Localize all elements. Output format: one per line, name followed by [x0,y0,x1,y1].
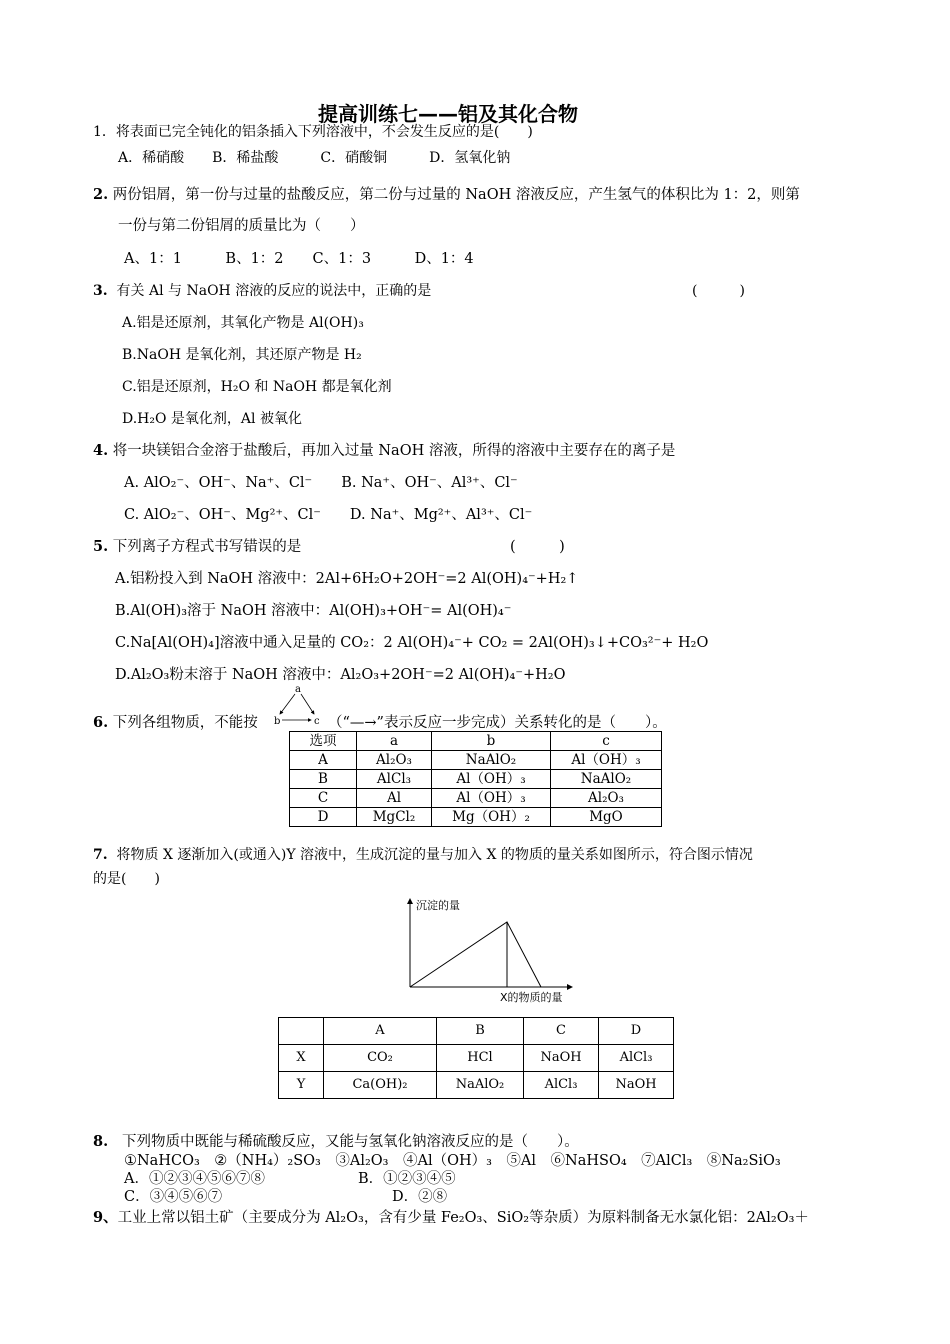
table-cell: Y [279,1072,324,1099]
arrow-a-to-b [280,694,295,714]
table-header-cell: B [437,1018,524,1045]
q5-number: 5. [93,538,109,555]
q3-answer-paren: ( ) [692,283,745,299]
q5-line [93,537,301,557]
table-header-cell: 选项 [290,732,357,751]
table-cell: NaAlO₂ [551,770,662,789]
table-cell: NaOH [599,1072,674,1099]
table-row [290,770,662,789]
q8-option-d: D．②⑧ [392,1189,448,1205]
q8-line [93,1132,579,1152]
table-cell: NaAlO₂ [437,1072,524,1099]
q2-text2: 一份与第二份铝屑的质量比为（ ） [118,218,365,234]
q2-line1 [93,185,800,205]
table-cell: Ca(OH)₂ [324,1072,437,1099]
table-row [290,808,662,827]
q6-text-post: （“—→”表示反应一步完成）关系转化的是（ ）。 [328,715,667,731]
q3-option-b: B.NaOH 是氧化剂，其还原产物是 H₂ [122,347,362,363]
q8-option-c: C．③④⑤⑥⑦ [124,1189,223,1205]
table-cell: Al₂O₃ [357,751,432,770]
table-cell: D [290,808,357,827]
q5-option-d: D.Al₂O₃粉末溶于 NaOH 溶液中：Al₂O₃+2OH⁻=2 Al(OH)₄⁻+H₂O [115,667,566,683]
q5-text: 下列离子方程式书写错误的是 [112,539,302,555]
q8-text: 下列物质中既能与稀硫酸反应，又能与氢氧化钠溶液反应的是（ ）。 [121,1134,579,1150]
table-row [290,789,662,808]
diagram-label-c: c [314,716,320,727]
q2-number: 2. [93,186,109,203]
q3-option-a: A.铝是还原剂，其氧化产物是 Al(OH)₃ [122,315,364,331]
q4-options-ab: A. AlO₂⁻、OH⁻、Na⁺、Cl⁻ B. Na⁺、OH⁻、Al³⁺、Cl⁻ [124,475,518,491]
table-header-cell: D [599,1018,674,1045]
table-cell: Al₂O₃ [551,789,662,808]
graph-y-label: 沉淀的量 [416,899,460,912]
table-header-row [279,1018,674,1045]
table-row [279,1045,674,1072]
diagram-label-a: a [295,684,301,695]
table-cell: Al（OH）₃ [551,751,662,770]
table-cell: Al（OH）₃ [432,789,551,808]
q1-options: A．稀硝酸 B．稀盐酸 C．硝酸铜 D．氢氧化钠 [118,150,511,166]
q8-number: 8. [93,1133,109,1150]
q7-number: 7. [93,847,108,863]
table-cell: Al（OH）₃ [432,770,551,789]
q6-text-pre: 下列各组物质，不能按 [112,715,258,731]
table-cell: MgO [551,808,662,827]
q5-option-a: A.铝粉投入到 NaOH 溶液中：2Al+6H₂O+2OH⁻=2 Al(OH)₄⁻+H₂↑ [115,571,579,587]
graph-x-label: X的物质的量 [500,991,563,1004]
q7-text1: 将物质 X 逐渐加入(或通入)Y 溶液中，生成沉淀的量与加入 X 的物质的量关系如图所示，符合图示情况 [116,847,753,863]
q5-answer-paren: ( ) [510,539,565,555]
table-cell: NaOH [524,1045,599,1072]
q2-options: A、1：1 B、1：2 C、1：3 D、1：4 [124,251,474,267]
page-title: 提高训练七——铝及其化合物 [318,102,578,126]
q8-option-b: B．①②③④⑤ [358,1171,456,1187]
table-cell: CO₂ [324,1045,437,1072]
q8-items: ①NaHCO₃ ②（NH₄）₂SO₃ ③Al₂O₃ ④Al（OH）₃ ⑤Al ⑥NaHSO₄ ⑦AlCl₃ ⑧Na₂SiO₃ [124,1153,781,1169]
table-header-cell: C [524,1018,599,1045]
table-header-cell: A [324,1018,437,1045]
q6-line [93,713,258,733]
q2-text1: 两份铝屑，第一份与过量的盐酸反应，第二份与过量的 NaOH 溶液反应，产生氢气的体积比为 1：2，则第 [112,187,800,203]
q7-line1 [93,845,753,865]
q4-text: 将一块镁铝合金溶于盐酸后，再加入过量 NaOH 溶液，所得的溶液中主要存在的离子是 [112,443,676,459]
q7-table [278,1017,674,1099]
q4-line [93,441,675,461]
table-header-cell: b [432,732,551,751]
table-row [279,1072,674,1099]
diagram-label-b: b [274,716,281,727]
q6-table [289,731,662,827]
table-header-cell: c [551,732,662,751]
q9-line [93,1208,809,1228]
table-cell: Mg（OH）₂ [432,808,551,827]
q4-number: 4. [93,442,109,459]
table-cell: X [279,1045,324,1072]
graph-curve [410,922,541,987]
q3-text: 有关 Al 与 NaOH 溶液的反应的说法中，正确的是 [116,283,432,299]
table-cell: NaAlO₂ [432,751,551,770]
q8-option-a: A．①②③④⑤⑥⑦⑧ [124,1171,265,1187]
table-cell: HCl [437,1045,524,1072]
q3-number: 3. [93,283,108,299]
table-cell: AlCl₃ [524,1072,599,1099]
q5-option-b: B.Al(OH)₃溶于 NaOH 溶液中：Al(OH)₃+OH⁻= Al(OH)₄⁻ [115,603,512,619]
q5-option-c: C.Na[Al(OH)₄]溶液中通入足量的 CO₂：2 Al(OH)₄⁻+ CO₂ = 2Al(OH)₃↓+CO₃²⁻+ H₂O [115,635,709,651]
q1-text: 1．将表面已完全钝化的铝条插入下列溶液中，不会发生反应的是( ) [93,124,533,140]
q3-option-d: D.H₂O 是氧化剂，Al 被氧化 [122,411,302,427]
table-cell: MgCl₂ [357,808,432,827]
table-row [290,751,662,770]
table-cell: A [290,751,357,770]
table-cell: AlCl₃ [357,770,432,789]
table-cell: C [290,789,357,808]
q3-line [93,281,431,301]
q7-text2: 的是( ) [93,871,160,887]
table-cell: Al [357,789,432,808]
table-cell: B [290,770,357,789]
table-cell: AlCl₃ [599,1045,674,1072]
conversion-triangle-diagram [270,682,328,728]
q9-number: 9、 [93,1209,118,1226]
precipitate-graph [396,893,596,1009]
q9-text: 工业上常以铝土矿（主要成分为 Al₂O₃，含有少量 Fe₂O₃、SiO₂等杂质）为原料制备无水氯化铝：2Al₂O₃＋ [117,1210,809,1226]
table-header-cell: a [357,732,432,751]
q3-option-c: C.铝是还原剂，H₂O 和 NaOH 都是氧化剂 [122,379,392,395]
table-header-cell [279,1018,324,1045]
table-header-row [290,732,662,751]
q6-number: 6. [93,714,109,731]
arrow-a-to-c [301,694,314,714]
q4-options-cd: C. AlO₂⁻、OH⁻、Mg²⁺、Cl⁻ D. Na⁺、Mg²⁺、Al³⁺、Cl⁻ [124,507,533,523]
